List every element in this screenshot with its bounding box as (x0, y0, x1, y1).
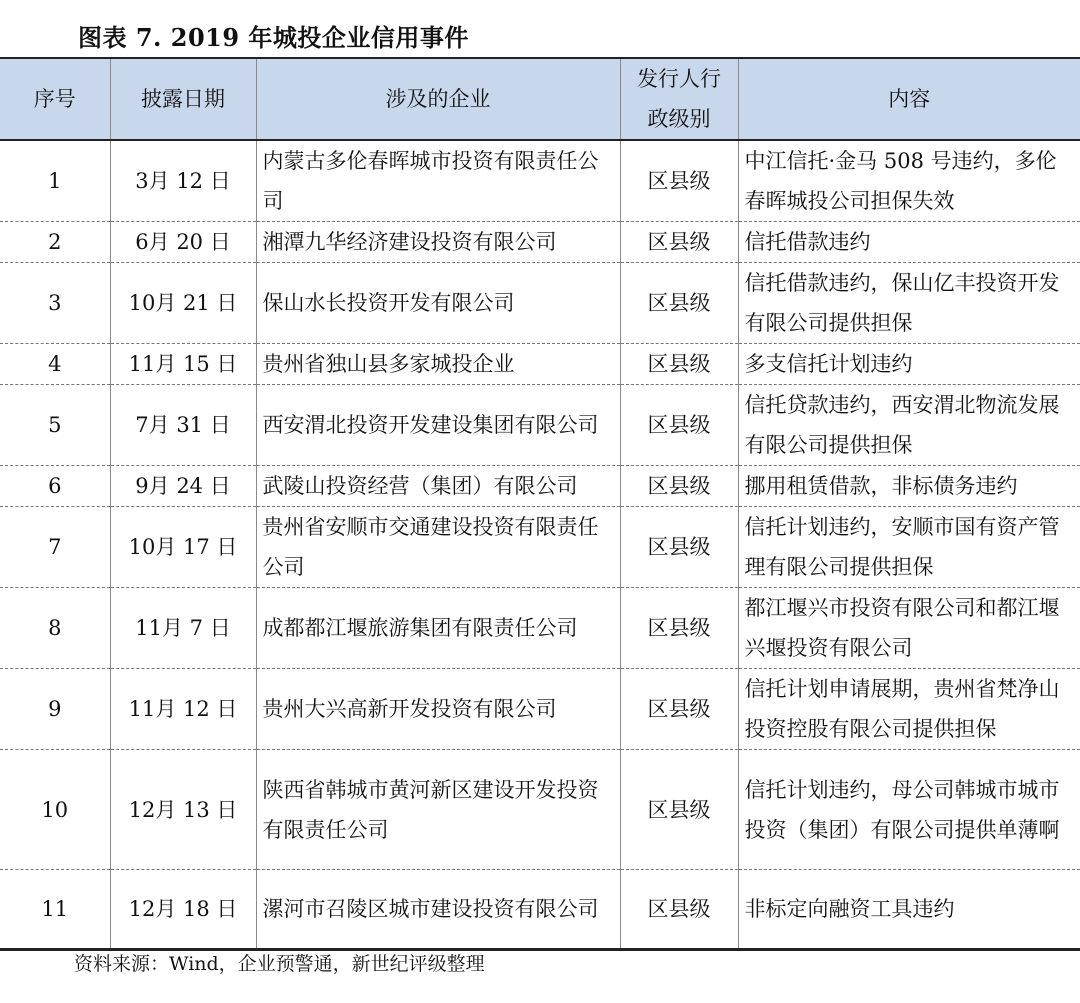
row-level: 区县级 (620, 222, 738, 263)
row-index: 1 (0, 140, 110, 222)
table-row (0, 750, 1080, 870)
row-company: 贵州省安顺市交通建设投资有限责任公司 (256, 507, 620, 588)
row-date: 7月 31 日 (110, 385, 256, 466)
row-content: 中江信托·金马 508 号违约，多伦春晖城投公司担保失效 (738, 140, 1080, 222)
row-date: 10月 21 日 (110, 263, 256, 344)
row-date: 11月 12 日 (110, 669, 256, 750)
table-row (0, 385, 1080, 466)
header-date: 披露日期 (110, 58, 256, 140)
source-note: 资料来源：Wind，企业预警通，新世纪评级整理 (74, 953, 485, 975)
row-index: 8 (0, 588, 110, 669)
table-row (0, 344, 1080, 385)
row-content: 信托贷款违约，西安渭北物流发展有限公司提供担保 (738, 385, 1080, 466)
row-date: 3月 12 日 (110, 140, 256, 222)
row-company: 陕西省韩城市黄河新区建设开发投资有限责任公司 (256, 750, 620, 870)
row-level: 区县级 (620, 588, 738, 669)
row-index: 6 (0, 466, 110, 507)
row-index: 4 (0, 344, 110, 385)
row-level: 区县级 (620, 385, 738, 466)
table-row (0, 466, 1080, 507)
table-row (0, 263, 1080, 344)
row-company: 贵州省独山县多家城投企业 (256, 344, 620, 385)
row-date: 12月 13 日 (110, 750, 256, 870)
table-row (0, 669, 1080, 750)
row-date: 11月 15 日 (110, 344, 256, 385)
table-row (0, 507, 1080, 588)
row-company: 内蒙古多伦春晖城市投资有限责任公司 (256, 140, 620, 222)
row-level: 区县级 (620, 344, 738, 385)
row-level: 区县级 (620, 263, 738, 344)
row-index: 9 (0, 669, 110, 750)
row-index: 7 (0, 507, 110, 588)
header-level: 发行人行政级别 (620, 58, 738, 140)
row-company: 漯河市召陵区城市建设投资有限公司 (256, 870, 620, 950)
table-header-row (0, 58, 1080, 140)
row-level: 区县级 (620, 669, 738, 750)
table-row (0, 222, 1080, 263)
row-content: 信托借款违约，保山亿丰投资开发有限公司提供担保 (738, 263, 1080, 344)
row-date: 11月 7 日 (110, 588, 256, 669)
row-content: 非标定向融资工具违约 (738, 870, 1080, 950)
table-row (0, 870, 1080, 950)
row-date: 9月 24 日 (110, 466, 256, 507)
row-content: 都江堰兴市投资有限公司和都江堰兴堰投资有限公司 (738, 588, 1080, 669)
table-row (0, 140, 1080, 222)
header-index: 序号 (0, 58, 110, 140)
row-date: 6月 20 日 (110, 222, 256, 263)
row-level: 区县级 (620, 870, 738, 950)
figure-title: 图表 7. 2019 年城投企业信用事件 (78, 23, 469, 52)
row-index: 5 (0, 385, 110, 466)
row-content: 信托计划申请展期，贵州省梵净山投资控股有限公司提供担保 (738, 669, 1080, 750)
credit-events-table (0, 57, 1080, 951)
row-content: 挪用租赁借款，非标债务违约 (738, 466, 1080, 507)
row-content: 信托计划违约，安顺市国有资产管理有限公司提供担保 (738, 507, 1080, 588)
row-content: 多支信托计划违约 (738, 344, 1080, 385)
row-company: 武陵山投资经营（集团）有限公司 (256, 466, 620, 507)
table-row (0, 588, 1080, 669)
header-content: 内容 (738, 58, 1080, 140)
row-content: 信托计划违约，母公司韩城市城市投资（集团）有限公司提供单薄啊 (738, 750, 1080, 870)
row-company: 保山水长投资开发有限公司 (256, 263, 620, 344)
row-level: 区县级 (620, 140, 738, 222)
row-level: 区县级 (620, 507, 738, 588)
row-company: 贵州大兴高新开发投资有限公司 (256, 669, 620, 750)
row-date: 10月 17 日 (110, 507, 256, 588)
row-company: 湘潭九华经济建设投资有限公司 (256, 222, 620, 263)
row-index: 10 (0, 750, 110, 870)
row-date: 12月 18 日 (110, 870, 256, 950)
row-index: 11 (0, 870, 110, 950)
row-content: 信托借款违约 (738, 222, 1080, 263)
row-index: 3 (0, 263, 110, 344)
row-index: 2 (0, 222, 110, 263)
row-level: 区县级 (620, 750, 738, 870)
row-company: 成都都江堰旅游集团有限责任公司 (256, 588, 620, 669)
header-company: 涉及的企业 (256, 58, 620, 140)
row-company: 西安渭北投资开发建设集团有限公司 (256, 385, 620, 466)
row-level: 区县级 (620, 466, 738, 507)
